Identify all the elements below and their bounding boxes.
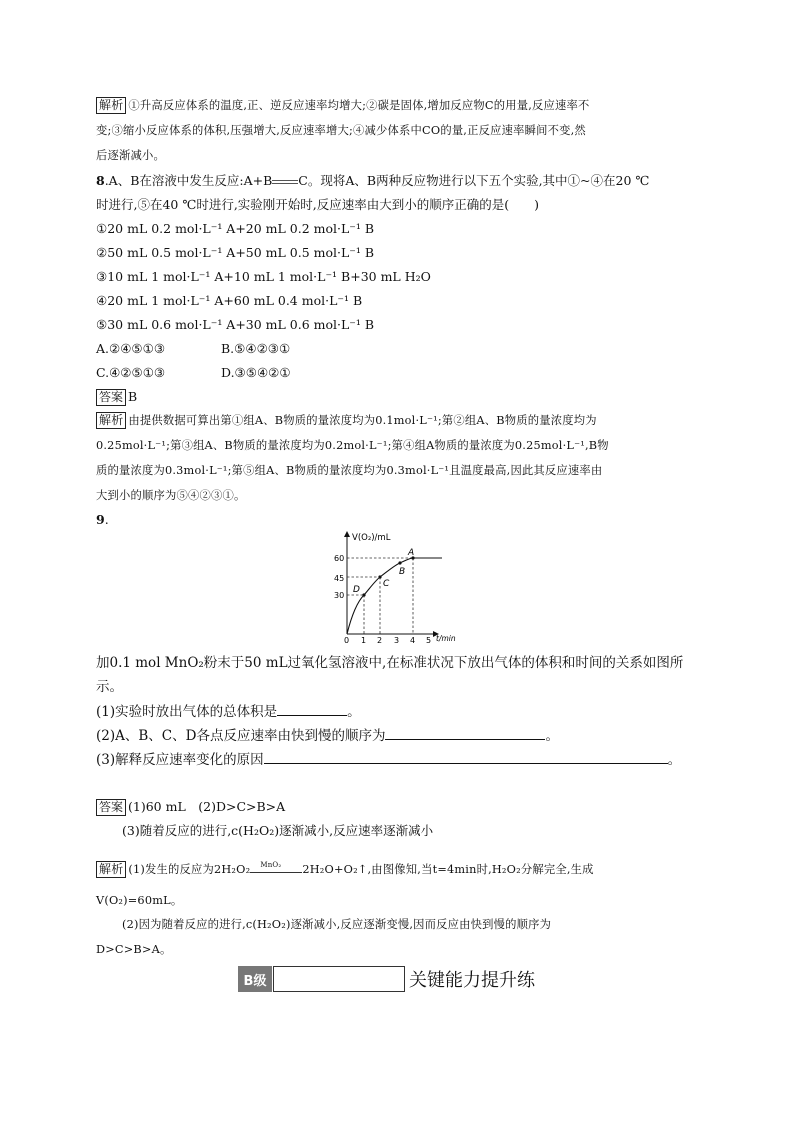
- q9-analysis-line1: 解析 (1)发生的反应为2H₂O₂ MnO₂ 2H₂O+O₂↑,由图像知,当t=4min时,H₂O₂分解完全,生成: [96, 861, 594, 879]
- point-c-label: C: [383, 579, 390, 589]
- q9-number: 9.: [96, 512, 109, 527]
- point-b-label: B: [399, 567, 406, 577]
- section-level-badge: B级: [238, 966, 272, 992]
- q8-analysis-line3: 质的量浓度为0.3mol·L⁻¹;第⑤组A、B物质的量浓度均为0.3mol·L⁻¹且温度最高,因此其反应速率由: [96, 464, 603, 477]
- section-header-box: [273, 966, 405, 992]
- q8-option-b: B.⑤④②③①: [221, 341, 291, 356]
- y-tick-45: 45: [334, 574, 345, 583]
- q9-analysis-line3: (2)因为随着反应的进行,c(H₂O₂)逐渐减小,反应逐渐变慢,因而反应由快到慢的顺序为: [122, 918, 552, 931]
- x-axis-label: t/min: [436, 634, 456, 643]
- analysis-tag: 解析: [96, 412, 126, 429]
- analysis-tag: 解析: [96, 861, 126, 878]
- q9-analysis-line2: V(O₂)=60mL。: [96, 894, 183, 907]
- section-header: [238, 966, 535, 992]
- x-tick-0: 0: [344, 636, 350, 645]
- q9-blank-3[interactable]: [264, 750, 668, 764]
- analysis-tag: 解析: [96, 97, 126, 114]
- q8-option-d: D.③⑤④②①: [221, 365, 291, 380]
- answer-tag: 答案: [96, 799, 126, 816]
- q9-volume-time-graph: [330, 528, 462, 646]
- q8-item-5: ⑤30 mL 0.6 mol·L⁻¹ A+30 mL 0.6 mol·L⁻¹ B: [96, 317, 375, 332]
- q8-stem-line1: 8.A、B在溶液中发生反应:A+B C。现将A、B两种反应物进行以下五个实验,其中①~④在20 ℃: [96, 173, 650, 188]
- q8-options-row2: [96, 364, 291, 382]
- x-tick-4: 4: [410, 636, 416, 645]
- q8-option-a: A.②④⑤①③: [96, 341, 166, 356]
- point-d-label: D: [353, 585, 360, 595]
- q8-item-2: ②50 mL 0.5 mol·L⁻¹ A+50 mL 0.5 mol·L⁻¹ B: [96, 245, 375, 260]
- q9-stem-line1: 加0.1 mol MnO₂粉末于50 mL过氧化氢溶液中,在标准状况下放出气体的体积和时间的关系如图所: [96, 655, 684, 671]
- x-tick-2: 2: [377, 636, 383, 645]
- y-tick-30: 30: [334, 591, 345, 600]
- q9-sub3: (3)解释反应速率变化的原因 。: [96, 752, 682, 768]
- q9-sub1: (1)实验时放出气体的总体积是 。: [96, 704, 361, 720]
- q9-stem-line2: 示。: [96, 679, 123, 695]
- q8-answer: 答案 B: [96, 388, 137, 406]
- q7-analysis-line1: 解析 ①升高反应体系的温度,正、逆反应速率均增大;②碳是固体,增加反应物C的用量,反应速率不: [96, 97, 590, 115]
- q8-number: 8: [96, 173, 105, 188]
- q8-item-4: ④20 mL 1 mol·L⁻¹ A+60 mL 0.4 mol·L⁻¹ B: [96, 293, 363, 308]
- q9-answer-line1: 答案 (1)60 mL (2)D>C>B>A: [96, 798, 285, 816]
- q8-option-c: C.④②⑤①③: [96, 365, 166, 380]
- q9-answer-line2: (3)随着反应的进行,c(H₂O₂)逐渐减小,反应速率逐渐减小: [122, 823, 434, 838]
- x-tick-3: 3: [394, 636, 400, 645]
- reversible-arrow-icon: [272, 179, 298, 185]
- point-a-label: A: [408, 548, 415, 558]
- volume-curve: [347, 558, 442, 634]
- q8-analysis-line4: 大到小的顺序为⑤④②③①。: [96, 489, 246, 502]
- q8-item-3: ③10 mL 1 mol·L⁻¹ A+10 mL 1 mol·L⁻¹ B+30 mL H₂O: [96, 269, 431, 284]
- catalyst-arrow-icon: MnO₂: [250, 864, 302, 876]
- q9-analysis-line4: D>C>B>A。: [96, 943, 172, 956]
- q9-sub2: (2)A、B、C、D各点反应速率由快到慢的顺序为 。: [96, 728, 559, 744]
- y-tick-60: 60: [334, 554, 345, 563]
- q8-item-1: ①20 mL 0.2 mol·L⁻¹ A+20 mL 0.2 mol·L⁻¹ B: [96, 221, 375, 236]
- q9-blank-1[interactable]: [277, 702, 347, 716]
- q8-stem-line2: 时进行,⑤在40 ℃时进行,实验刚开始时,反应速率由大到小的顺序正确的是( ): [96, 197, 540, 212]
- q9-blank-2[interactable]: [385, 726, 545, 740]
- x-tick-1: 1: [361, 636, 367, 645]
- q8-analysis-line1: 解析 由提供数据可算出第①组A、B物质的量浓度均为0.1mol·L⁻¹;第②组A、B物质的量浓度均为: [96, 412, 597, 430]
- section-title: 关键能力提升练: [409, 970, 535, 991]
- answer-tag: 答案: [96, 389, 126, 406]
- q7-analysis-line3: 后逐渐减小。: [96, 149, 165, 162]
- q8-analysis-line2: 0.25mol·L⁻¹;第③组A、B物质的量浓度均为0.2mol·L⁻¹;第④组A物质的量浓度为0.25mol·L⁻¹,B物: [96, 439, 609, 452]
- y-axis-label: V(O₂)/mL: [352, 533, 391, 543]
- q7-analysis-line2: 变;③缩小反应体系的体积,压强增大,反应速率增大;④减少体系中CO的量,正反应速率瞬间不变,然: [96, 124, 586, 137]
- q8-options-row1: [96, 340, 290, 358]
- x-tick-5: 5: [426, 636, 432, 645]
